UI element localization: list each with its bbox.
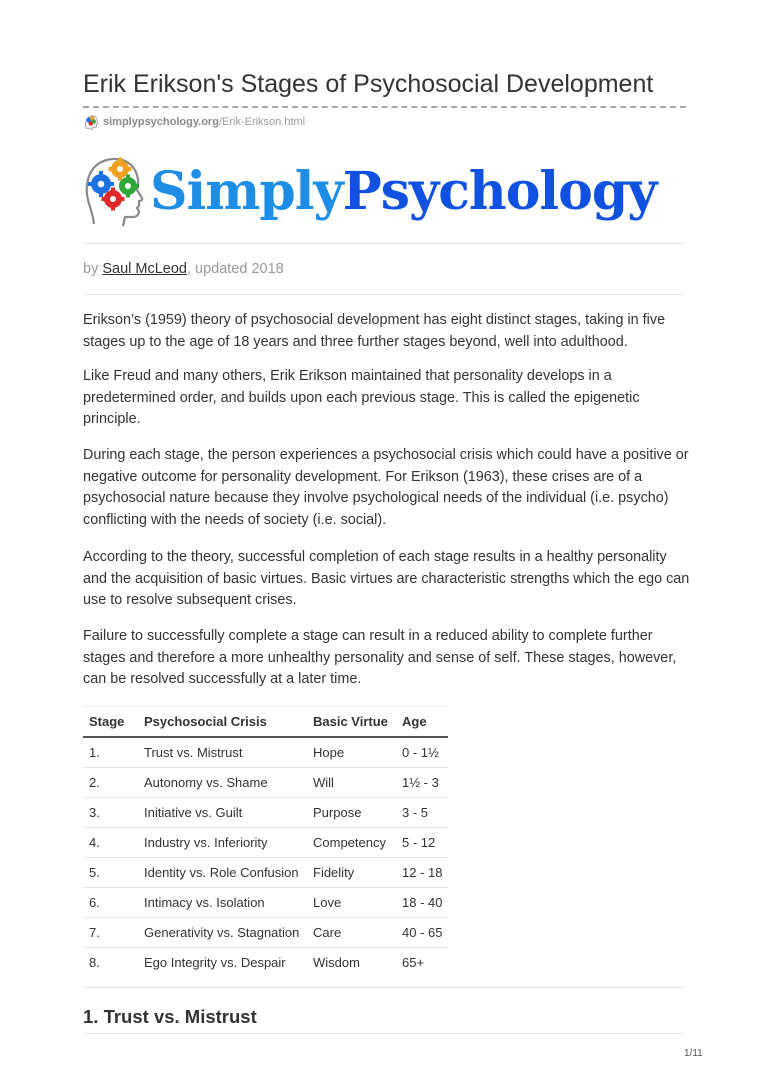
header-virtue: Basic Virtue: [307, 707, 396, 738]
cell-crisis: Industry vs. Inferiority: [138, 828, 307, 858]
logo-text-psychology: Psychology: [342, 161, 657, 222]
cell-age: 12 - 18: [396, 858, 448, 888]
table-header-row: [83, 707, 448, 738]
table-row: [83, 768, 448, 798]
cell-age: 1½ - 3: [396, 768, 448, 798]
site-logo[interactable]: [84, 152, 656, 232]
cell-age: 3 - 5: [396, 798, 448, 828]
cell-age: 0 - 1½: [396, 737, 448, 768]
cell-age: 40 - 65: [396, 918, 448, 948]
cell-crisis: Ego Integrity vs. Despair: [144, 955, 286, 970]
table-row: [83, 858, 448, 888]
cell-crisis: Generativity vs. Stagnation: [138, 918, 307, 948]
cell-stage: 4.: [83, 828, 138, 858]
table-row: [83, 948, 448, 978]
logo-text-simply: Simply: [150, 161, 343, 222]
cell-age: 65+: [402, 955, 425, 970]
cell-virtue: Wisdom: [313, 955, 360, 970]
byline-prefix: by: [83, 261, 103, 277]
table-row: [83, 888, 448, 918]
cell-age: 18 - 40: [396, 888, 448, 918]
paragraph-intro: Erikson’s (1959) theory of psychosocial development has eight distinct stages, taking in five stages up to the age of 18 years and three further stages beyond, well into adulthood.: [83, 312, 666, 350]
cell-virtue: Hope: [307, 737, 396, 768]
paragraph-virtues: According to the theory, successful completion of each stage results in a healthy personality and the acquisition of basic virtues. Basic virtues are characteristic strengths which the ego can use to resolve subsequent crises.: [83, 549, 690, 609]
stages-table: [83, 706, 448, 977]
cell-crisis: Identity vs. Role Confusion: [138, 858, 307, 888]
author-link[interactable]: Saul McLeod: [102, 261, 187, 277]
page-title: Erik Erikson's Stages of Psychosocial Development: [83, 70, 654, 98]
cell-stage: 7.: [83, 918, 138, 948]
header-crisis: Psychosocial Crisis: [138, 707, 307, 738]
logo-wordmark: [150, 161, 657, 222]
cell-virtue: Love: [307, 888, 396, 918]
title-divider: [83, 106, 686, 108]
table-row: [83, 798, 448, 828]
page-number: 1/11: [684, 1048, 703, 1059]
cell-virtue: Purpose: [307, 798, 396, 828]
divider: [83, 1033, 685, 1034]
cell-stage: 6.: [83, 888, 138, 918]
source-domain: simplypsychology.org: [103, 116, 219, 128]
cell-stage: 2.: [83, 768, 138, 798]
paragraph-crisis: During each stage, the person experiences a psychosocial crisis which could have a positive or negative outcome for personality development. For Erikson (1963), these crises are of a psychosocial nature because they involve psychological needs of the individual (i.e. psycho) conflicting with the needs of society (i.e. social).: [83, 447, 689, 529]
cell-stage: 1.: [83, 737, 138, 768]
cell-crisis: Autonomy vs. Shame: [138, 768, 307, 798]
cell-age: 5 - 12: [396, 828, 448, 858]
table-row: [83, 828, 448, 858]
table-row: [83, 918, 448, 948]
divider: [83, 294, 685, 295]
section-heading-trust: 1. Trust vs. Mistrust: [83, 1006, 257, 1027]
cell-stage: 5.: [83, 858, 138, 888]
cell-stage: 3.: [83, 798, 138, 828]
paragraph-epigenetic: Like Freud and many others, Erik Erikson maintained that personality develops in a predetermined order, and builds upon each previous stage. This is called the epigenetic principle.: [83, 368, 640, 428]
cell-virtue: Competency: [307, 828, 396, 858]
cell-virtue: Fidelity: [307, 858, 396, 888]
cell-virtue: Will: [307, 768, 396, 798]
byline-updated: , updated 2018: [186, 261, 284, 277]
cell-crisis: Trust vs. Mistrust: [138, 737, 307, 768]
byline: [83, 261, 284, 277]
divider: [83, 987, 685, 988]
cell-virtue: Care: [307, 918, 396, 948]
cell-crisis: Initiative vs. Guilt: [138, 798, 307, 828]
divider: [83, 243, 685, 244]
cell-stage: 8.: [89, 955, 100, 970]
head-with-gears-icon: [84, 154, 144, 230]
source-path: /Erik-Erikson.html: [218, 116, 306, 128]
source-link[interactable]: [83, 113, 305, 131]
cell-crisis: Intimacy vs. Isolation: [138, 888, 307, 918]
table-row: [83, 737, 448, 768]
simplypsychology-favicon-icon: [83, 114, 99, 130]
paragraph-failure: Failure to successfully complete a stage can result in a reduced ability to complete further stages and therefore a more unhealthy personality and sense of self. These stages, however, can be resolved successfully at a later time.: [83, 628, 677, 688]
header-age: Age: [396, 707, 448, 738]
header-stage: Stage: [83, 707, 138, 738]
